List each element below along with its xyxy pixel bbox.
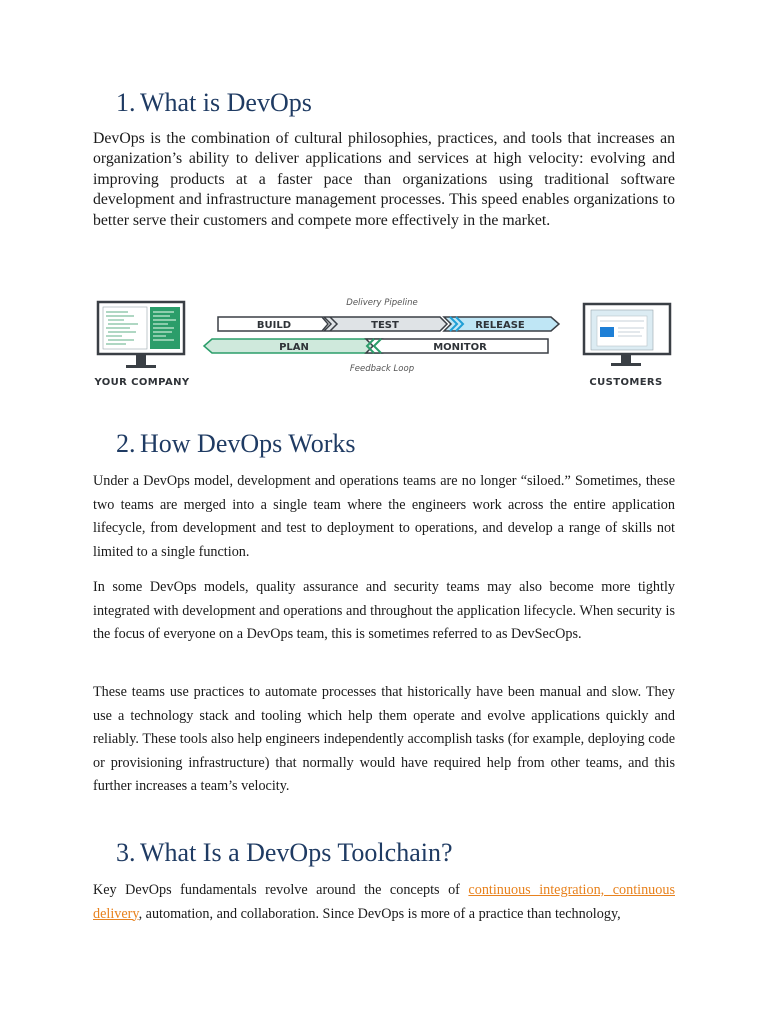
release-label: RELEASE — [475, 320, 525, 331]
test-label: TEST — [371, 320, 399, 331]
plan-stage — [204, 339, 382, 353]
left-caption: YOUR COMPANY — [94, 377, 190, 388]
feedback-label: Feedback Loop — [349, 364, 415, 374]
section-number: 3. — [116, 838, 136, 867]
pipeline-label: Delivery Pipeline — [346, 298, 418, 308]
section-heading-1 — [116, 88, 312, 118]
section-title: How DevOps Works — [140, 429, 356, 458]
paragraph — [93, 879, 675, 926]
company-monitor-icon — [98, 302, 184, 368]
right-caption: CUSTOMERS — [589, 377, 663, 388]
monitor-label: MONITOR — [433, 342, 487, 353]
section-number: 1. — [116, 88, 136, 117]
paragraph: These teams use practices to automate processes that historically have been manual and slow. They use a technology stack and tooling which help them operate and evolve applications quickly and reliably. These tools also help engineers independently accomplish tasks (for example, deploying code or provisioning infrastructure) that normally would have required help from other teams, and this further increases a team’s velocity. — [93, 684, 675, 795]
plan-label: PLAN — [279, 342, 309, 353]
paragraph-text: , automation, and collaboration. Since DevOps is more of a practice than technology, — [138, 905, 621, 922]
build-stage — [218, 317, 328, 331]
monitor-stage — [366, 339, 548, 353]
section-number: 2. — [116, 429, 136, 458]
continuous-integration-link[interactable]: continuous integration, continuous delivery — [93, 882, 675, 922]
paragraph: Under a DevOps model, development and operations teams are no longer “siloed.” Sometimes, these two teams are merged into a single team where the engineers work across the entire application lifecycle, from development and test to deployment to operations, and develop a range of skills not limited to a single function. — [93, 473, 675, 560]
test-stage — [324, 317, 447, 331]
build-label: BUILD — [256, 320, 292, 331]
paragraph-text: Key DevOps fundamentals revolve around the concepts of — [93, 882, 469, 898]
paragraph: DevOps is the combination of cultural philosophies, practices, and tools that increases an organization’s ability to deliver applications and services at high velocity: evolving and improving products at a faster pace than organizations using traditional software development and infrastructure management processes. This speed enables organizations to better serve their customers and compete more effectively in the market. — [93, 130, 675, 229]
paragraph: In some DevOps models, quality assurance and security teams may also become more tightly integrated with development and operations and throughout the application lifecycle. When security is the focus of everyone on a DevOps team, this is sometimes referred to as DevSecOps. — [93, 579, 675, 643]
section-title: What Is a DevOps Toolchain? — [140, 838, 453, 867]
devops-diagram — [94, 294, 678, 394]
section-title: What is DevOps — [140, 88, 312, 117]
section-heading-3 — [116, 838, 453, 868]
customers-monitor-icon — [584, 304, 670, 366]
release-stage — [444, 317, 559, 331]
section-heading-2 — [116, 429, 356, 459]
